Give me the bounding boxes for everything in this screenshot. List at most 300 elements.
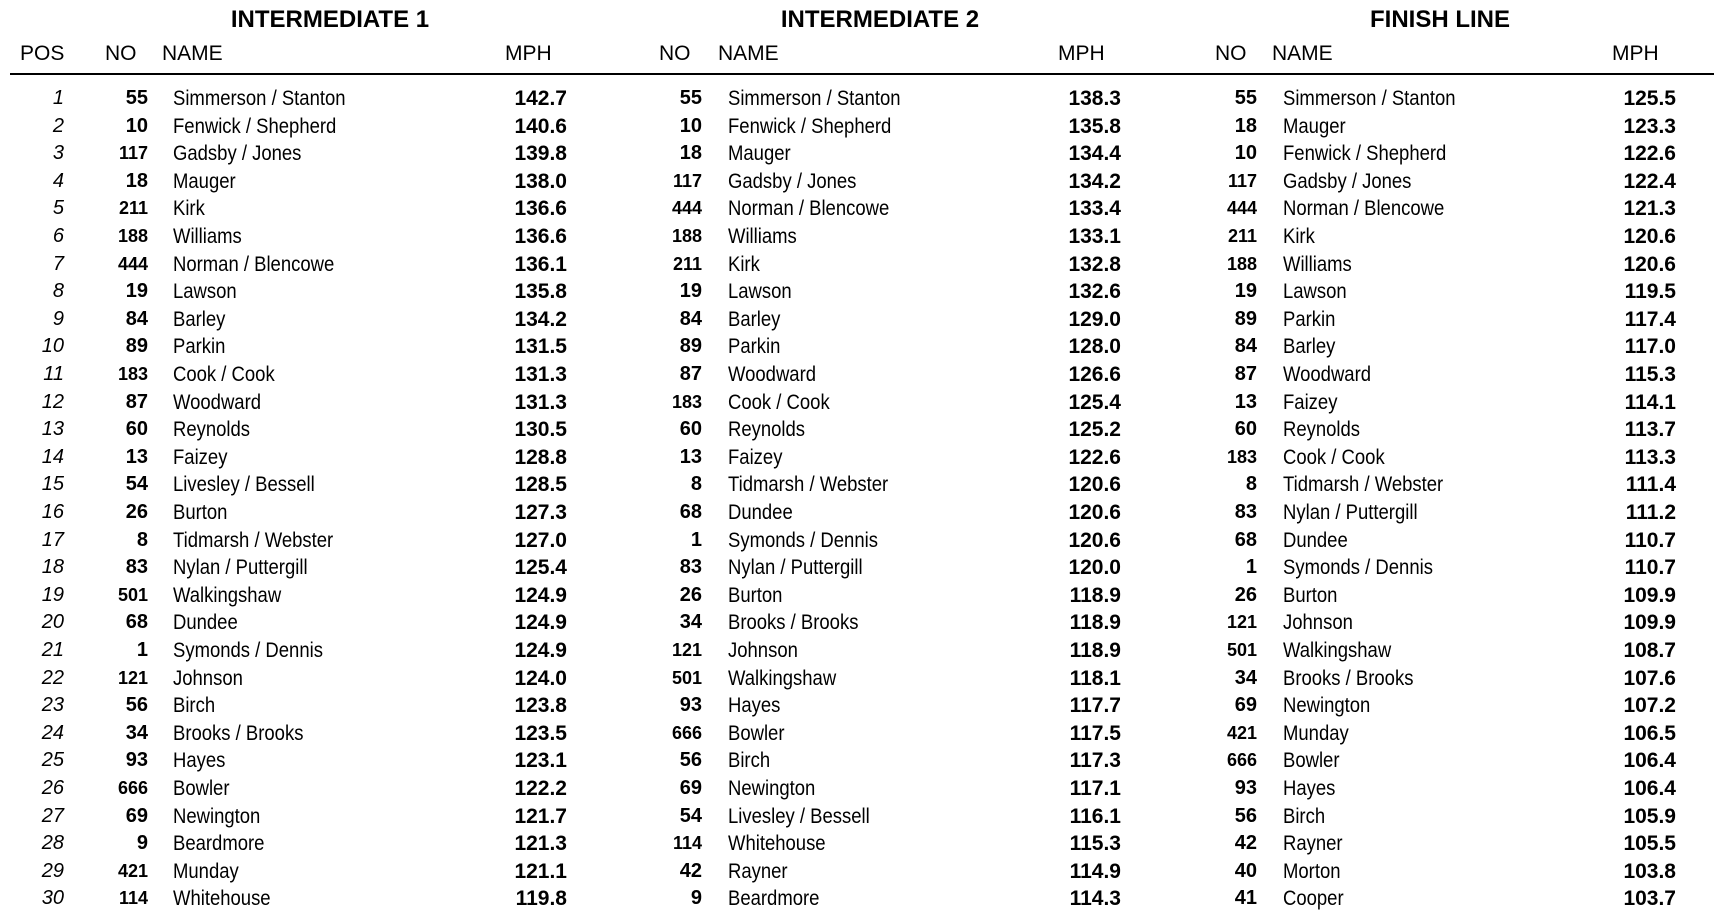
name-cell: Simmerson / Stanton xyxy=(173,87,346,110)
name-cell: Tidmarsh / Webster xyxy=(1283,473,1444,497)
table-row xyxy=(0,416,1714,444)
number-cell: 93 xyxy=(679,694,702,717)
mph-cell: 136.6 xyxy=(514,197,567,221)
mph-cell: 131.3 xyxy=(514,390,567,414)
mph-cell: 109.9 xyxy=(1623,583,1676,607)
name-cell: Birch xyxy=(1283,804,1326,828)
name-cell: Mauger xyxy=(1283,114,1346,138)
number-cell: 55 xyxy=(125,87,148,109)
name-cell: Newington xyxy=(1283,694,1371,718)
name-cell: Woodward xyxy=(728,363,816,386)
table-row xyxy=(0,803,1714,831)
mph-cell: 122.6 xyxy=(1623,142,1676,166)
mph-cell: 115.3 xyxy=(1624,363,1676,386)
number-cell: 121 xyxy=(117,667,148,688)
number-cell: 87 xyxy=(679,363,702,385)
header-rule xyxy=(10,73,1714,75)
position-cell: 2 xyxy=(52,114,64,137)
number-cell: 211 xyxy=(118,198,148,219)
mph-cell: 111.4 xyxy=(1625,473,1676,497)
number-cell: 666 xyxy=(1226,750,1257,771)
number-cell: 69 xyxy=(1234,694,1257,717)
name-cell: Munday xyxy=(1283,721,1349,745)
table-row xyxy=(0,140,1714,168)
number-cell: 13 xyxy=(679,445,702,468)
table-row xyxy=(0,278,1714,306)
mph-cell: 120.6 xyxy=(1068,501,1121,524)
number-cell: 89 xyxy=(125,335,148,358)
name-cell: Johnson xyxy=(728,639,798,662)
table-row xyxy=(0,527,1714,555)
mph-cell: 134.2 xyxy=(1068,169,1121,193)
mph-cell: 133.1 xyxy=(1068,225,1121,248)
mph-cell: 142.7 xyxy=(514,87,567,110)
name-cell: Johnson xyxy=(173,666,243,690)
name-cell: Beardmore xyxy=(728,887,820,911)
table-row xyxy=(0,195,1714,223)
table-row xyxy=(0,885,1714,913)
header-name-3: NAME xyxy=(1272,42,1333,65)
mph-cell: 114.3 xyxy=(1069,887,1121,911)
name-cell: Cook / Cook xyxy=(173,363,275,386)
number-cell: 188 xyxy=(671,226,702,246)
header-mph-1: MPH xyxy=(505,42,552,65)
number-cell: 444 xyxy=(671,198,702,219)
number-cell: 117 xyxy=(118,143,148,164)
position-cell: 25 xyxy=(41,749,64,772)
header-mph-3: MPH xyxy=(1612,42,1659,65)
name-cell: Barley xyxy=(1283,335,1336,359)
number-cell: 26 xyxy=(1234,583,1257,606)
header-name-2: NAME xyxy=(718,42,779,65)
name-cell: Symonds / Dennis xyxy=(1283,556,1433,580)
number-cell: 68 xyxy=(679,501,702,523)
number-cell: 42 xyxy=(1234,832,1257,855)
name-cell: Bowler xyxy=(173,777,230,800)
name-cell: Faizey xyxy=(173,445,228,469)
table-row xyxy=(0,251,1714,279)
position-cell: 10 xyxy=(41,335,64,358)
header-no-3: NO xyxy=(1215,42,1247,65)
position-cell: 1 xyxy=(52,87,64,109)
mph-cell: 119.8 xyxy=(515,887,567,911)
name-cell: Munday xyxy=(173,859,239,883)
number-cell: 9 xyxy=(136,832,148,855)
mph-cell: 140.6 xyxy=(514,114,567,138)
position-cell: 9 xyxy=(52,307,64,330)
mph-cell: 132.8 xyxy=(1068,252,1121,276)
position-cell: 29 xyxy=(41,859,64,882)
name-cell: Kirk xyxy=(1283,225,1315,248)
name-cell: Faizey xyxy=(728,445,783,469)
name-cell: Beardmore xyxy=(173,832,265,856)
header-name-1: NAME xyxy=(162,42,223,65)
number-cell: 10 xyxy=(125,114,148,137)
mph-cell: 125.4 xyxy=(1068,390,1121,414)
number-cell: 40 xyxy=(1234,859,1257,882)
position-cell: 4 xyxy=(52,169,64,192)
position-cell: 27 xyxy=(41,804,64,827)
mph-cell: 124.9 xyxy=(514,611,567,635)
table-row xyxy=(0,168,1714,196)
name-cell: Brooks / Brooks xyxy=(173,721,304,745)
number-cell: 93 xyxy=(1234,777,1257,799)
number-cell: 69 xyxy=(679,777,702,799)
number-cell: 8 xyxy=(136,528,148,551)
mph-cell: 117.1 xyxy=(1069,777,1121,800)
mph-cell: 117.7 xyxy=(1069,694,1121,718)
name-cell: Dundee xyxy=(728,501,793,524)
mph-cell: 138.0 xyxy=(514,169,567,193)
number-cell: 34 xyxy=(679,611,702,634)
number-cell: 8 xyxy=(690,473,702,496)
number-cell: 19 xyxy=(125,280,148,303)
position-cell: 24 xyxy=(41,721,64,744)
number-cell: 10 xyxy=(1234,142,1257,165)
number-cell: 34 xyxy=(1234,666,1257,689)
mph-cell: 107.2 xyxy=(1623,694,1676,718)
position-cell: 30 xyxy=(41,887,64,910)
position-cell: 18 xyxy=(41,556,64,579)
mph-cell: 132.6 xyxy=(1068,280,1121,304)
number-cell: 55 xyxy=(679,87,702,109)
mph-cell: 117.4 xyxy=(1624,307,1676,331)
number-cell: 666 xyxy=(117,778,148,798)
mph-cell: 120.0 xyxy=(1068,556,1121,580)
mph-cell: 105.5 xyxy=(1623,832,1676,856)
mph-cell: 118.9 xyxy=(1069,639,1121,662)
number-cell: 183 xyxy=(671,391,702,412)
name-cell: Johnson xyxy=(1283,611,1353,635)
table-row xyxy=(0,665,1714,693)
table-row xyxy=(0,223,1714,251)
mph-cell: 117.0 xyxy=(1624,335,1676,359)
position-cell: 26 xyxy=(41,777,64,799)
number-cell: 41 xyxy=(1234,887,1257,910)
number-cell: 56 xyxy=(125,694,148,717)
number-cell: 121 xyxy=(1226,612,1257,633)
number-cell: 84 xyxy=(125,307,148,330)
mph-cell: 107.6 xyxy=(1623,666,1676,690)
mph-cell: 130.5 xyxy=(514,418,567,442)
mph-cell: 108.7 xyxy=(1623,639,1676,662)
number-cell: 9 xyxy=(690,887,702,910)
number-cell: 18 xyxy=(1234,114,1257,137)
name-cell: Newington xyxy=(173,804,261,828)
position-cell: 23 xyxy=(41,694,64,717)
position-cell: 5 xyxy=(52,197,64,220)
number-cell: 117 xyxy=(1227,170,1257,191)
number-cell: 83 xyxy=(679,556,702,579)
position-cell: 7 xyxy=(52,252,64,275)
name-cell: Parkin xyxy=(1283,307,1336,331)
name-cell: Livesley / Bessell xyxy=(728,804,870,828)
table-row xyxy=(0,609,1714,637)
name-cell: Tidmarsh / Webster xyxy=(728,473,889,497)
name-cell: Hayes xyxy=(728,694,781,718)
mph-cell: 136.1 xyxy=(514,252,567,276)
position-cell: 8 xyxy=(52,280,64,303)
name-cell: Lawson xyxy=(728,280,792,304)
number-cell: 42 xyxy=(679,859,702,882)
name-cell: Cooper xyxy=(1283,887,1344,911)
number-cell: 55 xyxy=(1234,87,1257,109)
mph-cell: 116.1 xyxy=(1069,804,1121,828)
number-cell: 13 xyxy=(1234,390,1257,413)
name-cell: Cook / Cook xyxy=(1283,445,1385,469)
name-cell: Newington xyxy=(728,777,816,800)
mph-cell: 124.9 xyxy=(514,583,567,607)
position-cell: 21 xyxy=(41,639,64,661)
number-cell: 26 xyxy=(125,501,148,523)
name-cell: Whitehouse xyxy=(728,832,826,856)
number-cell: 89 xyxy=(1234,307,1257,330)
mph-cell: 128.8 xyxy=(514,445,567,469)
position-cell: 19 xyxy=(41,583,64,606)
name-cell: Burton xyxy=(728,583,783,607)
mph-cell: 120.6 xyxy=(1068,528,1121,552)
mph-cell: 118.1 xyxy=(1069,666,1121,690)
mph-cell: 123.8 xyxy=(514,694,567,718)
number-cell: 60 xyxy=(1234,418,1257,441)
mph-cell: 136.6 xyxy=(514,225,567,248)
number-cell: 19 xyxy=(1234,280,1257,303)
header-mph-2: MPH xyxy=(1058,42,1105,65)
mph-cell: 111.2 xyxy=(1625,501,1676,524)
name-cell: Walkingshaw xyxy=(173,583,282,607)
number-cell: 501 xyxy=(1226,640,1257,660)
table-row xyxy=(0,775,1714,803)
table-row xyxy=(0,830,1714,858)
name-cell: Norman / Blencowe xyxy=(1283,197,1445,221)
table-row xyxy=(0,692,1714,720)
name-cell: Lawson xyxy=(173,280,237,304)
name-cell: Brooks / Brooks xyxy=(728,611,859,635)
number-cell: 18 xyxy=(679,142,702,165)
mph-cell: 113.3 xyxy=(1624,445,1676,469)
mph-cell: 113.7 xyxy=(1624,418,1676,442)
name-cell: Dundee xyxy=(173,611,238,635)
position-cell: 12 xyxy=(41,390,64,413)
mph-cell: 115.3 xyxy=(1069,832,1121,856)
mph-cell: 135.8 xyxy=(514,280,567,304)
mph-cell: 121.7 xyxy=(514,804,567,828)
mph-cell: 127.3 xyxy=(514,501,567,524)
table-row xyxy=(0,389,1714,417)
number-cell: 83 xyxy=(125,556,148,579)
number-cell: 211 xyxy=(1227,226,1257,246)
name-cell: Rayner xyxy=(728,859,788,883)
name-cell: Morton xyxy=(1283,859,1341,883)
name-cell: Nylan / Puttergill xyxy=(173,556,308,580)
number-cell: 93 xyxy=(125,749,148,772)
name-cell: Woodward xyxy=(1283,363,1371,386)
number-cell: 1 xyxy=(690,528,702,551)
name-cell: Gadsby / Jones xyxy=(728,169,857,193)
table-row xyxy=(0,637,1714,665)
name-cell: Norman / Blencowe xyxy=(728,197,890,221)
mph-cell: 127.0 xyxy=(514,528,567,552)
number-cell: 56 xyxy=(679,749,702,772)
position-cell: 13 xyxy=(41,418,64,441)
mph-cell: 125.2 xyxy=(1068,418,1121,442)
position-cell: 20 xyxy=(41,611,64,634)
number-cell: 89 xyxy=(679,335,702,358)
name-cell: Mauger xyxy=(173,169,236,193)
table-row xyxy=(0,858,1714,886)
number-cell: 60 xyxy=(679,418,702,441)
table-row xyxy=(0,361,1714,389)
name-cell: Bowler xyxy=(728,721,785,745)
table-row xyxy=(0,306,1714,334)
mph-cell: 122.6 xyxy=(1068,445,1121,469)
name-cell: Barley xyxy=(728,307,781,331)
mph-cell: 106.4 xyxy=(1623,749,1676,773)
number-cell: 56 xyxy=(1234,804,1257,827)
name-cell: Hayes xyxy=(1283,777,1336,800)
table-row xyxy=(0,720,1714,748)
name-cell: Parkin xyxy=(728,335,781,359)
name-cell: Nylan / Puttergill xyxy=(1283,501,1418,524)
position-cell: 28 xyxy=(41,832,64,855)
mph-cell: 128.0 xyxy=(1068,335,1121,359)
position-cell: 3 xyxy=(52,142,64,165)
mph-cell: 117.3 xyxy=(1069,749,1121,773)
position-cell: 22 xyxy=(41,666,64,689)
name-cell: Parkin xyxy=(173,335,226,359)
name-cell: Dundee xyxy=(1283,528,1348,552)
name-cell: Bowler xyxy=(1283,749,1340,773)
number-cell: 68 xyxy=(125,611,148,634)
mph-cell: 114.1 xyxy=(1624,390,1676,414)
name-cell: Walkingshaw xyxy=(728,666,837,690)
name-cell: Gadsby / Jones xyxy=(1283,169,1412,193)
name-cell: Rayner xyxy=(1283,832,1343,856)
mph-cell: 129.0 xyxy=(1068,307,1121,331)
number-cell: 183 xyxy=(117,364,148,384)
name-cell: Barley xyxy=(173,307,226,331)
mph-cell: 121.3 xyxy=(1623,197,1676,221)
name-cell: Burton xyxy=(173,501,228,524)
header-no-1: NO xyxy=(105,42,137,65)
number-cell: 501 xyxy=(117,584,148,605)
mph-cell: 124.0 xyxy=(514,666,567,690)
mph-cell: 122.2 xyxy=(514,777,567,800)
mph-cell: 117.5 xyxy=(1069,721,1121,745)
mph-cell: 134.4 xyxy=(1068,142,1121,166)
mph-cell: 138.3 xyxy=(1068,87,1121,110)
position-cell: 6 xyxy=(52,225,64,247)
position-cell: 17 xyxy=(41,528,64,551)
name-cell: Mauger xyxy=(728,142,791,166)
name-cell: Birch xyxy=(173,694,216,718)
number-cell: 666 xyxy=(671,722,702,743)
mph-cell: 105.9 xyxy=(1623,804,1676,828)
number-cell: 211 xyxy=(672,253,702,274)
header-pos: POS xyxy=(20,42,65,65)
table-row xyxy=(0,554,1714,582)
name-cell: Walkingshaw xyxy=(1283,639,1392,662)
position-cell: 14 xyxy=(41,445,64,468)
position-cell: 16 xyxy=(41,501,64,523)
number-cell: 84 xyxy=(1234,335,1257,358)
mph-cell: 103.7 xyxy=(1623,887,1676,911)
number-cell: 13 xyxy=(125,445,148,468)
number-cell: 8 xyxy=(1245,473,1257,496)
name-cell: Birch xyxy=(728,749,771,773)
name-cell: Simmerson / Stanton xyxy=(728,87,901,110)
number-cell: 10 xyxy=(679,114,702,137)
section-title-finish-line: FINISH LINE xyxy=(1369,6,1510,33)
mph-cell: 121.1 xyxy=(514,859,567,883)
name-cell: Nylan / Puttergill xyxy=(728,556,863,580)
header-no-2: NO xyxy=(659,42,691,65)
number-cell: 114 xyxy=(672,833,702,854)
table-row xyxy=(0,333,1714,361)
section-title-intermediate-2: INTERMEDIATE 2 xyxy=(780,6,980,33)
number-cell: 60 xyxy=(125,418,148,441)
name-cell: Brooks / Brooks xyxy=(1283,666,1414,690)
number-cell: 444 xyxy=(117,253,148,274)
number-cell: 121 xyxy=(671,640,702,660)
number-cell: 83 xyxy=(1234,501,1257,523)
mph-cell: 121.3 xyxy=(514,832,567,856)
mph-cell: 114.9 xyxy=(1069,859,1121,883)
table-row xyxy=(0,582,1714,610)
name-cell: Kirk xyxy=(728,252,760,276)
mph-cell: 119.5 xyxy=(1624,280,1676,304)
mph-cell: 139.8 xyxy=(514,142,567,166)
mph-cell: 125.5 xyxy=(1623,87,1676,110)
name-cell: Fenwick / Shepherd xyxy=(173,114,337,138)
name-cell: Norman / Blencowe xyxy=(173,252,335,276)
table-row xyxy=(0,113,1714,141)
position-cell: 15 xyxy=(41,473,64,496)
name-cell: Simmerson / Stanton xyxy=(1283,87,1456,110)
name-cell: Reynolds xyxy=(728,418,806,442)
name-cell: Faizey xyxy=(1283,390,1338,414)
number-cell: 68 xyxy=(1234,528,1257,551)
mph-cell: 123.5 xyxy=(514,721,567,745)
name-cell: Hayes xyxy=(173,749,226,773)
name-cell: Reynolds xyxy=(1283,418,1361,442)
mph-cell: 131.5 xyxy=(514,335,567,359)
number-cell: 183 xyxy=(1226,446,1257,467)
number-cell: 1 xyxy=(136,639,148,661)
number-cell: 188 xyxy=(1226,253,1257,274)
mph-cell: 118.9 xyxy=(1069,583,1121,607)
name-cell: Gadsby / Jones xyxy=(173,142,302,166)
mph-cell: 103.8 xyxy=(1623,859,1676,883)
table-row xyxy=(0,471,1714,499)
mph-cell: 110.7 xyxy=(1624,556,1676,580)
table-row xyxy=(0,85,1714,113)
mph-cell: 106.4 xyxy=(1623,777,1676,800)
number-cell: 19 xyxy=(679,280,702,303)
number-cell: 501 xyxy=(671,667,702,688)
mph-cell: 125.4 xyxy=(514,556,567,580)
name-cell: Woodward xyxy=(173,390,261,414)
mph-cell: 128.5 xyxy=(514,473,567,497)
number-cell: 54 xyxy=(679,804,702,827)
section-title-intermediate-1: INTERMEDIATE 1 xyxy=(230,6,430,33)
mph-cell: 123.1 xyxy=(514,749,567,773)
number-cell: 26 xyxy=(679,583,702,606)
mph-cell: 110.7 xyxy=(1624,528,1676,552)
name-cell: Kirk xyxy=(173,197,205,221)
number-cell: 1 xyxy=(1245,556,1257,579)
mph-cell: 133.4 xyxy=(1068,197,1121,221)
